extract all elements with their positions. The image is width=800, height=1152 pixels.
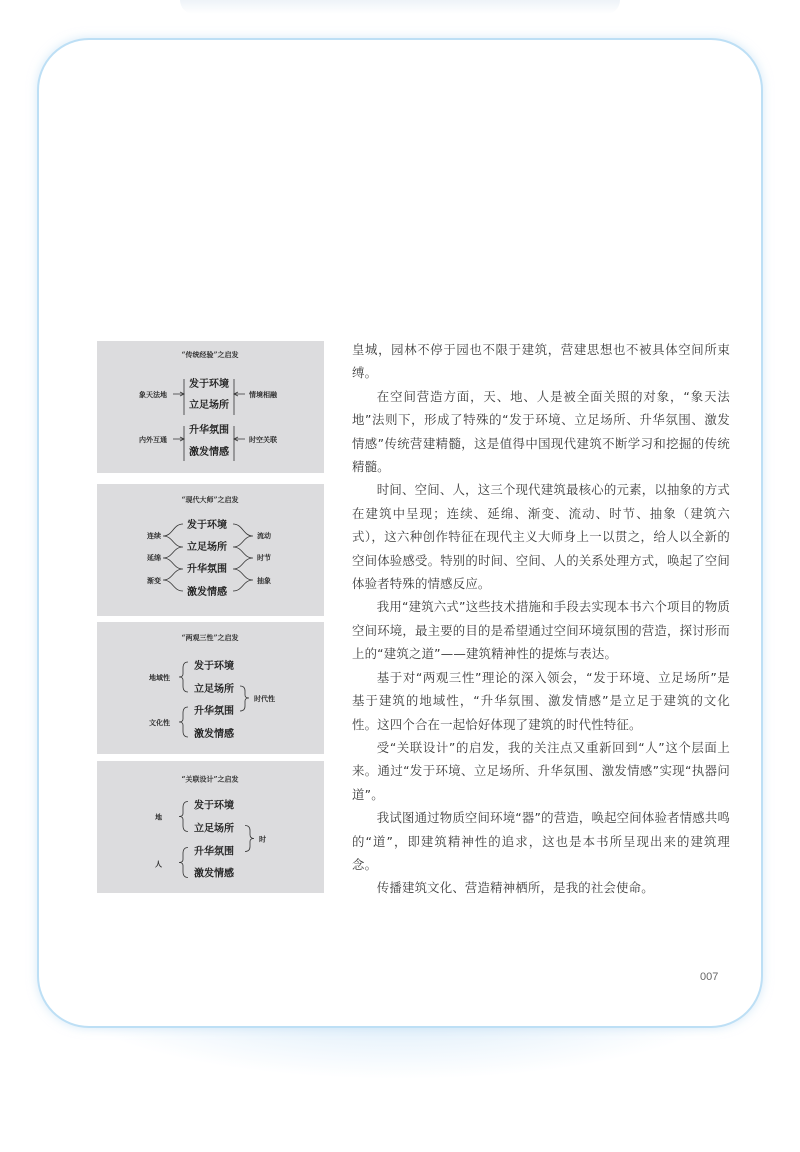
- diagram-right-label: 时代性: [254, 694, 275, 703]
- diagram-node: 立足场所: [187, 542, 227, 553]
- diagram-associative-design: [97, 761, 324, 893]
- diagram-left-label: 人: [155, 859, 162, 869]
- paragraph: 皇城，园林不停于园也不限于建筑，营建思想也不被具体空间所束缚。: [352, 342, 730, 381]
- diagram-right-label: 抽象: [257, 576, 271, 585]
- diagram-title: “传统经验”之启发: [181, 350, 239, 359]
- diagram-left-label: 文化性: [149, 718, 170, 727]
- left-brace-icon: [179, 848, 188, 878]
- paragraph: 我用“建筑六式”这些技术措施和手段去实现本书六个项目的物质空间环境，最主要的目的是希望通过空间环境氛围的营造，探讨形而上的“建筑之道”——建筑精神性的提炼与表达。: [352, 599, 730, 662]
- page-number: 007: [700, 971, 719, 983]
- diagram-node: 发于环境: [187, 520, 227, 531]
- diagram-node: 激发情感: [189, 447, 229, 458]
- diagram-left-curves: [163, 524, 183, 591]
- paragraph: 传播建筑文化、营造精神栖所，是我的社会使命。: [376, 880, 654, 896]
- diagram-node: 立足场所: [189, 400, 229, 411]
- diagram-node: 升华氛围: [189, 425, 229, 436]
- left-brace-icon: [179, 662, 188, 692]
- diagram-left-label: 地域性: [149, 673, 170, 682]
- diagram-modern-masters: [97, 484, 324, 616]
- diagram-node: 发于环境: [194, 661, 234, 672]
- diagram-node: 升华氛围: [194, 706, 234, 717]
- left-brace-icon: [179, 802, 188, 832]
- diagram-right-label: 情境相融: [249, 390, 277, 399]
- diagram-right-label: 流动: [257, 531, 271, 540]
- paragraph: 时间、空间、人，这三个现代建筑最核心的元素，以抽象的方式在建筑中呈现；连续、延绵、渐变、流动、时节、抽象（建筑六式），这六种创作特征在现代主义大师身上一以贯之，给人以全新的空间体验感受。特别的时间、空间、人的关系处理方式，唤起了空间体验者特殊的情感反应。: [352, 482, 730, 592]
- diagram-left-label: 渐变: [147, 576, 161, 585]
- diagram-node: 发于环境: [194, 800, 234, 812]
- paragraph: 基于对“两观三性”理论的深入领会，“发于环境、立足场所”是基于建筑的地域性，“升华氛围、激发情感”是立足于建筑的文化性。这四个合在一起恰好体现了建筑的时代性特征。: [352, 669, 730, 732]
- diagram-left-label: 地: [155, 812, 162, 822]
- diagram-node: 激发情感: [194, 868, 234, 880]
- left-brace-icon: [179, 707, 188, 737]
- paragraph: 受“关联设计”的启发，我的关注点又重新回到“人”这个层面上来。通过“发于环境、立足场所、升华氛围、激发情感”实现“执器问道”。: [352, 739, 730, 802]
- diagram-node: 升华氛围: [187, 564, 227, 575]
- diagram-left-label: 连续: [147, 531, 161, 540]
- diagram-two-views-three-natures: [97, 622, 324, 754]
- diagram-node: 立足场所: [194, 823, 234, 835]
- diagram-right-curves: [233, 524, 253, 591]
- diagram-4-graphic: [97, 761, 324, 893]
- diagram-3-graphic: [97, 622, 324, 754]
- diagram-right-label: 时空关联: [249, 435, 277, 444]
- diagram-right-label: 时节: [257, 553, 271, 562]
- diagram-title: “关联设计”之启发: [181, 774, 239, 784]
- top-decoration: [180, 0, 620, 14]
- right-brace-icon: [240, 686, 249, 711]
- diagram-2-graphic: [97, 484, 324, 616]
- diagram-title: “两观三性”之启发: [181, 633, 239, 642]
- diagram-node: 激发情感: [187, 587, 227, 598]
- diagram-node: 激发情感: [194, 729, 234, 740]
- paragraph: 在空间营造方面，天、地、人是被全面关照的对象，“象天法地”法则下，形成了特殊的“发于环境、立足场所、升华氛围、激发情感”传统营建精髓，这是值得中国现代建筑不断学习和挖掘的传统精髓。: [352, 388, 730, 475]
- diagram-left-label: 象天法地: [139, 390, 167, 399]
- diagram-title: “现代大师”之启发: [181, 495, 239, 504]
- diagram-node: 立足场所: [194, 684, 234, 695]
- paragraph: 我试图通过物质空间环境“器”的营造，唤起空间体验者情感共鸣的“道”，即建筑精神性的追求，这也是本书所呈现出来的建筑理念。: [352, 810, 730, 872]
- diagram-right-label: 时: [259, 834, 266, 844]
- diagram-1-graphic: [97, 341, 324, 473]
- body-text: [352, 338, 730, 900]
- diagram-node: 发于环境: [189, 379, 229, 390]
- right-brace-icon: [245, 826, 254, 852]
- diagram-traditional-experience: [97, 341, 324, 473]
- diagram-node: 升华氛围: [194, 846, 234, 858]
- diagram-left-label: 延绵: [147, 553, 161, 562]
- diagram-left-label: 内外互通: [139, 435, 167, 444]
